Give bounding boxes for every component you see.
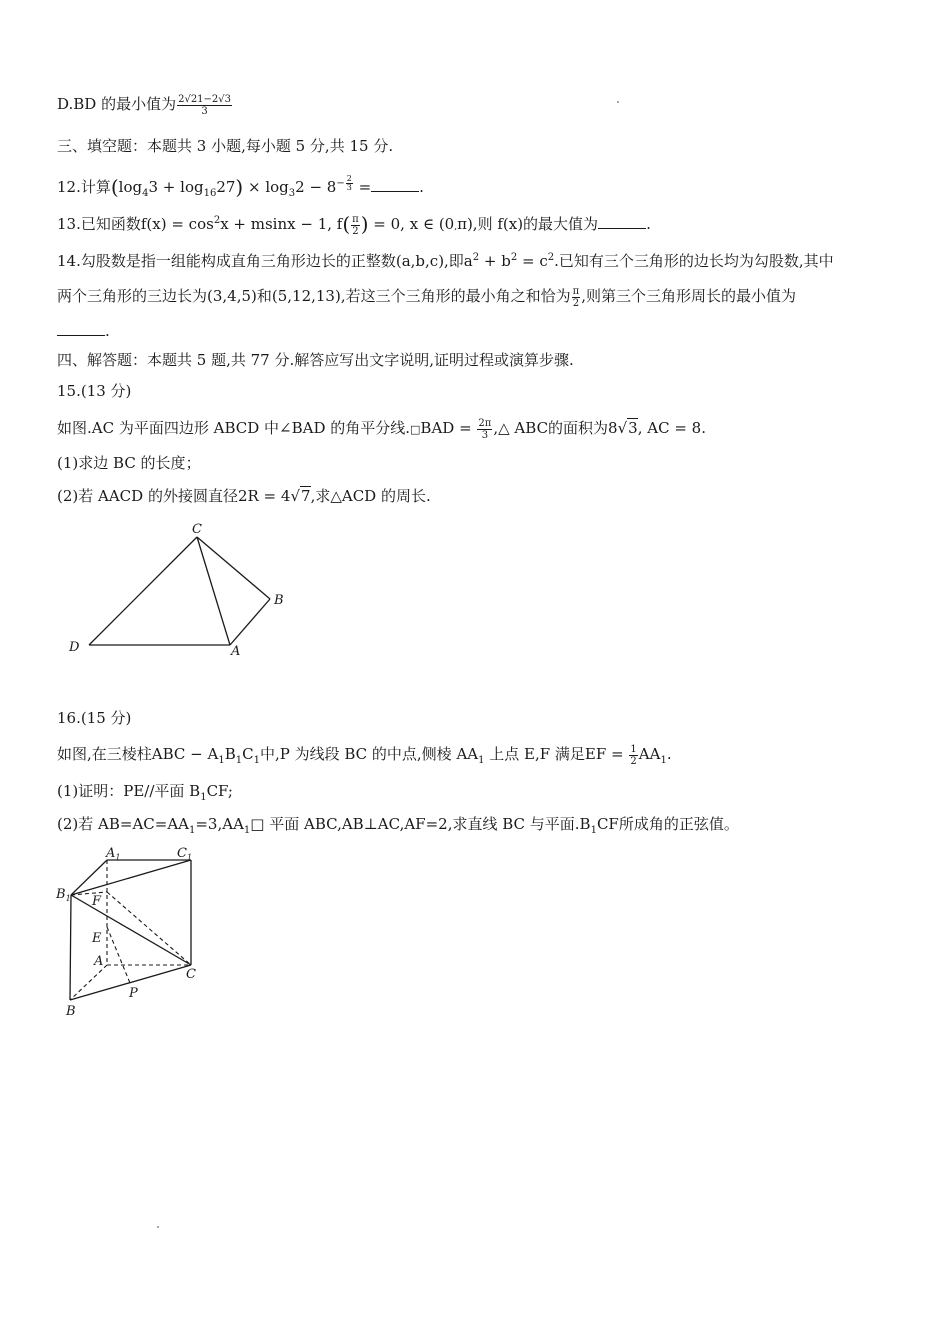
q12-end: . xyxy=(419,178,424,196)
question-14-line-2 xyxy=(57,285,796,309)
edge-b1b xyxy=(70,895,71,1000)
label-a1: $A_1$ xyxy=(106,846,121,862)
q12-exp-fraction xyxy=(346,175,353,192)
q15-stem-a: 如图.AC 为平面四边形 ABCD 中∠BAD 的角平分线. xyxy=(57,419,411,437)
q13-text-b: x + msinx − 1, f xyxy=(220,215,343,233)
q16-prism-figure xyxy=(52,840,222,1025)
q14-l2a: 两个三角形的三边长为(3,4,5)和(5,12,13),若这三个三角形的最小角之和恰为 xyxy=(57,287,571,305)
q15-p2a: (2)若 AACD 的外接圆直径2R = 4 xyxy=(57,487,291,505)
label-b: B xyxy=(274,593,284,608)
q14-end: . xyxy=(105,322,110,340)
q15-box-glyph: □ xyxy=(410,423,421,436)
question-13 xyxy=(57,213,651,238)
q16-half-den: 2 xyxy=(630,755,637,767)
q14-l1c: = c xyxy=(517,252,548,270)
label-d: D xyxy=(69,640,80,655)
segment-fc xyxy=(107,892,191,965)
q12-log-b-arg: 27 xyxy=(216,178,236,196)
paren-open: ( xyxy=(342,212,351,236)
q16-sub: 1 xyxy=(235,755,243,766)
option-d-fraction xyxy=(177,94,232,117)
q14-l1a: 14.勾股数是指一组能构成直角三角形边长的正整数(a,b,c),即a xyxy=(57,252,473,270)
q16-stem-e: 上点 E,F 满足EF = xyxy=(484,745,629,763)
q14-pi-fraction xyxy=(572,286,581,309)
q15-sqrt7: 7 xyxy=(301,487,311,505)
q12-log-a-arg: 3 + xyxy=(148,178,181,196)
answer-blank[interactable] xyxy=(57,321,105,336)
segment-b1c xyxy=(71,895,191,965)
q13-text-d: π),则 f(x)的最大值为 xyxy=(457,215,599,233)
q13-text-a: 13.已知函数f(x) = cos xyxy=(57,215,214,233)
q16-part-2 xyxy=(57,813,739,835)
q13-pi-den: 2 xyxy=(352,225,359,237)
q15-stem xyxy=(57,417,706,441)
answer-blank[interactable] xyxy=(371,177,419,192)
q16-p2c: □ 平面 ABC,AB⊥AC,AF=2,求直线 BC 与平面.B xyxy=(250,815,591,833)
label-a: A xyxy=(231,644,241,659)
question-14-line-3 xyxy=(57,320,110,342)
q12-log-b: log xyxy=(180,178,204,196)
label-e: E xyxy=(92,931,102,946)
q12-mid-base: 3 xyxy=(288,188,296,199)
q13-end: . xyxy=(646,215,651,233)
q15-title: 15.(13 分) xyxy=(57,382,132,400)
label-b1: $B_1$ xyxy=(56,887,71,903)
q16-sub: 1 xyxy=(243,825,251,836)
label-c1: $C_1$ xyxy=(177,846,193,862)
label-p: P xyxy=(129,986,138,1001)
q14-sq3: 2 xyxy=(547,252,555,263)
q12-eq: = xyxy=(353,178,372,196)
q12-exp-sign: − xyxy=(336,178,345,189)
q15-sqrt3: 3 xyxy=(628,419,638,437)
q16-p1b: CF; xyxy=(206,782,233,800)
paren-close: ) xyxy=(360,212,369,236)
q12-mid-arg: 2 − 8 xyxy=(295,178,337,196)
question-12 xyxy=(57,175,424,198)
q13-text-c: = 0, x ∈ (0 xyxy=(368,215,455,233)
label-b: B xyxy=(66,1004,76,1019)
section-4-heading: 四、解答题：本题共 5 题,共 77 分.解答应写出文字说明,证明过程或演算步骤. xyxy=(57,351,574,369)
q16-stem-d: 中,P 为线段 BC 的中点,侧棱 AA xyxy=(259,745,479,763)
q16-stem-a: 如图,在三棱柱ABC − A xyxy=(57,745,219,763)
q14-l1b: + b xyxy=(479,252,511,270)
q16-sub: 1 xyxy=(188,825,196,836)
answer-blank[interactable] xyxy=(598,214,646,229)
q12-log-a: log xyxy=(118,178,143,196)
q16-stem-c: C xyxy=(242,745,254,763)
q16-stem-f: AA xyxy=(638,745,661,763)
scan-speck xyxy=(157,1226,159,1228)
q16-stem-g: . xyxy=(666,745,672,763)
q15-part-1: (1)求边 BC 的长度； xyxy=(57,454,201,472)
label-a: A xyxy=(94,954,104,969)
fraction-numerator: 2√21−2√3 xyxy=(178,93,232,105)
q16-sub: 1 xyxy=(200,792,207,803)
q12-lead: 12.计算 xyxy=(57,178,111,196)
q12-exp-den: 3 xyxy=(346,183,352,192)
q15-angle-den: 3 xyxy=(481,429,489,441)
q13-pi-num: π xyxy=(352,213,359,225)
q14-l1d: .已知有三个三角形的边长均为勾股数,其中 xyxy=(554,252,834,270)
segment-cb xyxy=(197,537,270,599)
q16-stem-b: B xyxy=(224,745,236,763)
q13-pi-fraction xyxy=(351,214,360,237)
q14-sq1: 2 xyxy=(472,252,480,263)
q16-p2a: (2)若 AB=AC=AA xyxy=(57,815,189,833)
q12-mid: × log xyxy=(243,178,289,196)
q12-log-a-base: 4 xyxy=(142,188,149,199)
sqrt-icon: √ xyxy=(290,487,301,505)
paren-open: ( xyxy=(110,175,119,199)
question-14-line-1 xyxy=(57,250,834,272)
q13-comma-icon: , xyxy=(454,222,458,232)
q14-l2b: ,则第三个三角形周长的最小值为 xyxy=(581,287,796,305)
q12-exponent xyxy=(336,174,353,192)
q16-p2d: CF所成角的正弦值。 xyxy=(596,815,739,833)
q12-exp-num: 2 xyxy=(346,174,352,183)
q14-pi-num: π xyxy=(572,285,580,297)
paren-close: ) xyxy=(235,175,244,199)
q15-quadrilateral-figure xyxy=(60,522,300,662)
q16-sub: 1 xyxy=(218,755,225,766)
q15-part-2 xyxy=(57,485,431,507)
q15-stem-d: , AC = 8. xyxy=(637,419,706,437)
label-c: C xyxy=(192,522,202,537)
q16-title: 16.(15 分) xyxy=(57,709,132,727)
label-c: C xyxy=(186,967,196,982)
q16-sub: 1 xyxy=(253,755,260,766)
q14-pi-den: 2 xyxy=(572,297,580,309)
segment-ba xyxy=(230,599,270,645)
q16-sub: 1 xyxy=(660,755,667,766)
scan-speck xyxy=(617,101,619,103)
segment-ep xyxy=(107,927,130,983)
q15-stem-b: BAD = xyxy=(420,419,477,437)
q16-p1a: (1)证明：PE//平面 B xyxy=(57,782,201,800)
q15-stem-c: ,△ ABC的面积为8 xyxy=(493,419,618,437)
q16-stem xyxy=(57,743,672,767)
sqrt-icon: √ xyxy=(617,419,628,437)
q16-part-1 xyxy=(57,780,233,802)
q13-square: 2 xyxy=(213,215,221,226)
q15-angle-num: 2π xyxy=(478,417,492,429)
label-f: F xyxy=(92,894,102,909)
option-d xyxy=(57,93,233,117)
q16-half-fraction xyxy=(629,744,637,767)
q15-angle-fraction xyxy=(477,418,492,441)
q14-sq2: 2 xyxy=(510,252,518,263)
section-3-heading: 三、填空题：本题共 3 小题,每小题 5 分,共 15 分. xyxy=(57,137,394,155)
option-d-text: D.BD 的最小值为 xyxy=(57,95,177,113)
q12-log-b-base: 16 xyxy=(203,188,217,199)
q16-sub: 1 xyxy=(590,825,597,836)
segment-dc xyxy=(89,537,197,645)
q15-p2b: ,求△ACD 的周长. xyxy=(310,487,431,505)
q16-p2b: =3,AA xyxy=(195,815,244,833)
segment-ca xyxy=(197,537,230,645)
q16-half-num: 1 xyxy=(630,743,637,755)
fraction-denominator: 3 xyxy=(201,105,208,117)
q16-sub: 1 xyxy=(478,755,485,766)
